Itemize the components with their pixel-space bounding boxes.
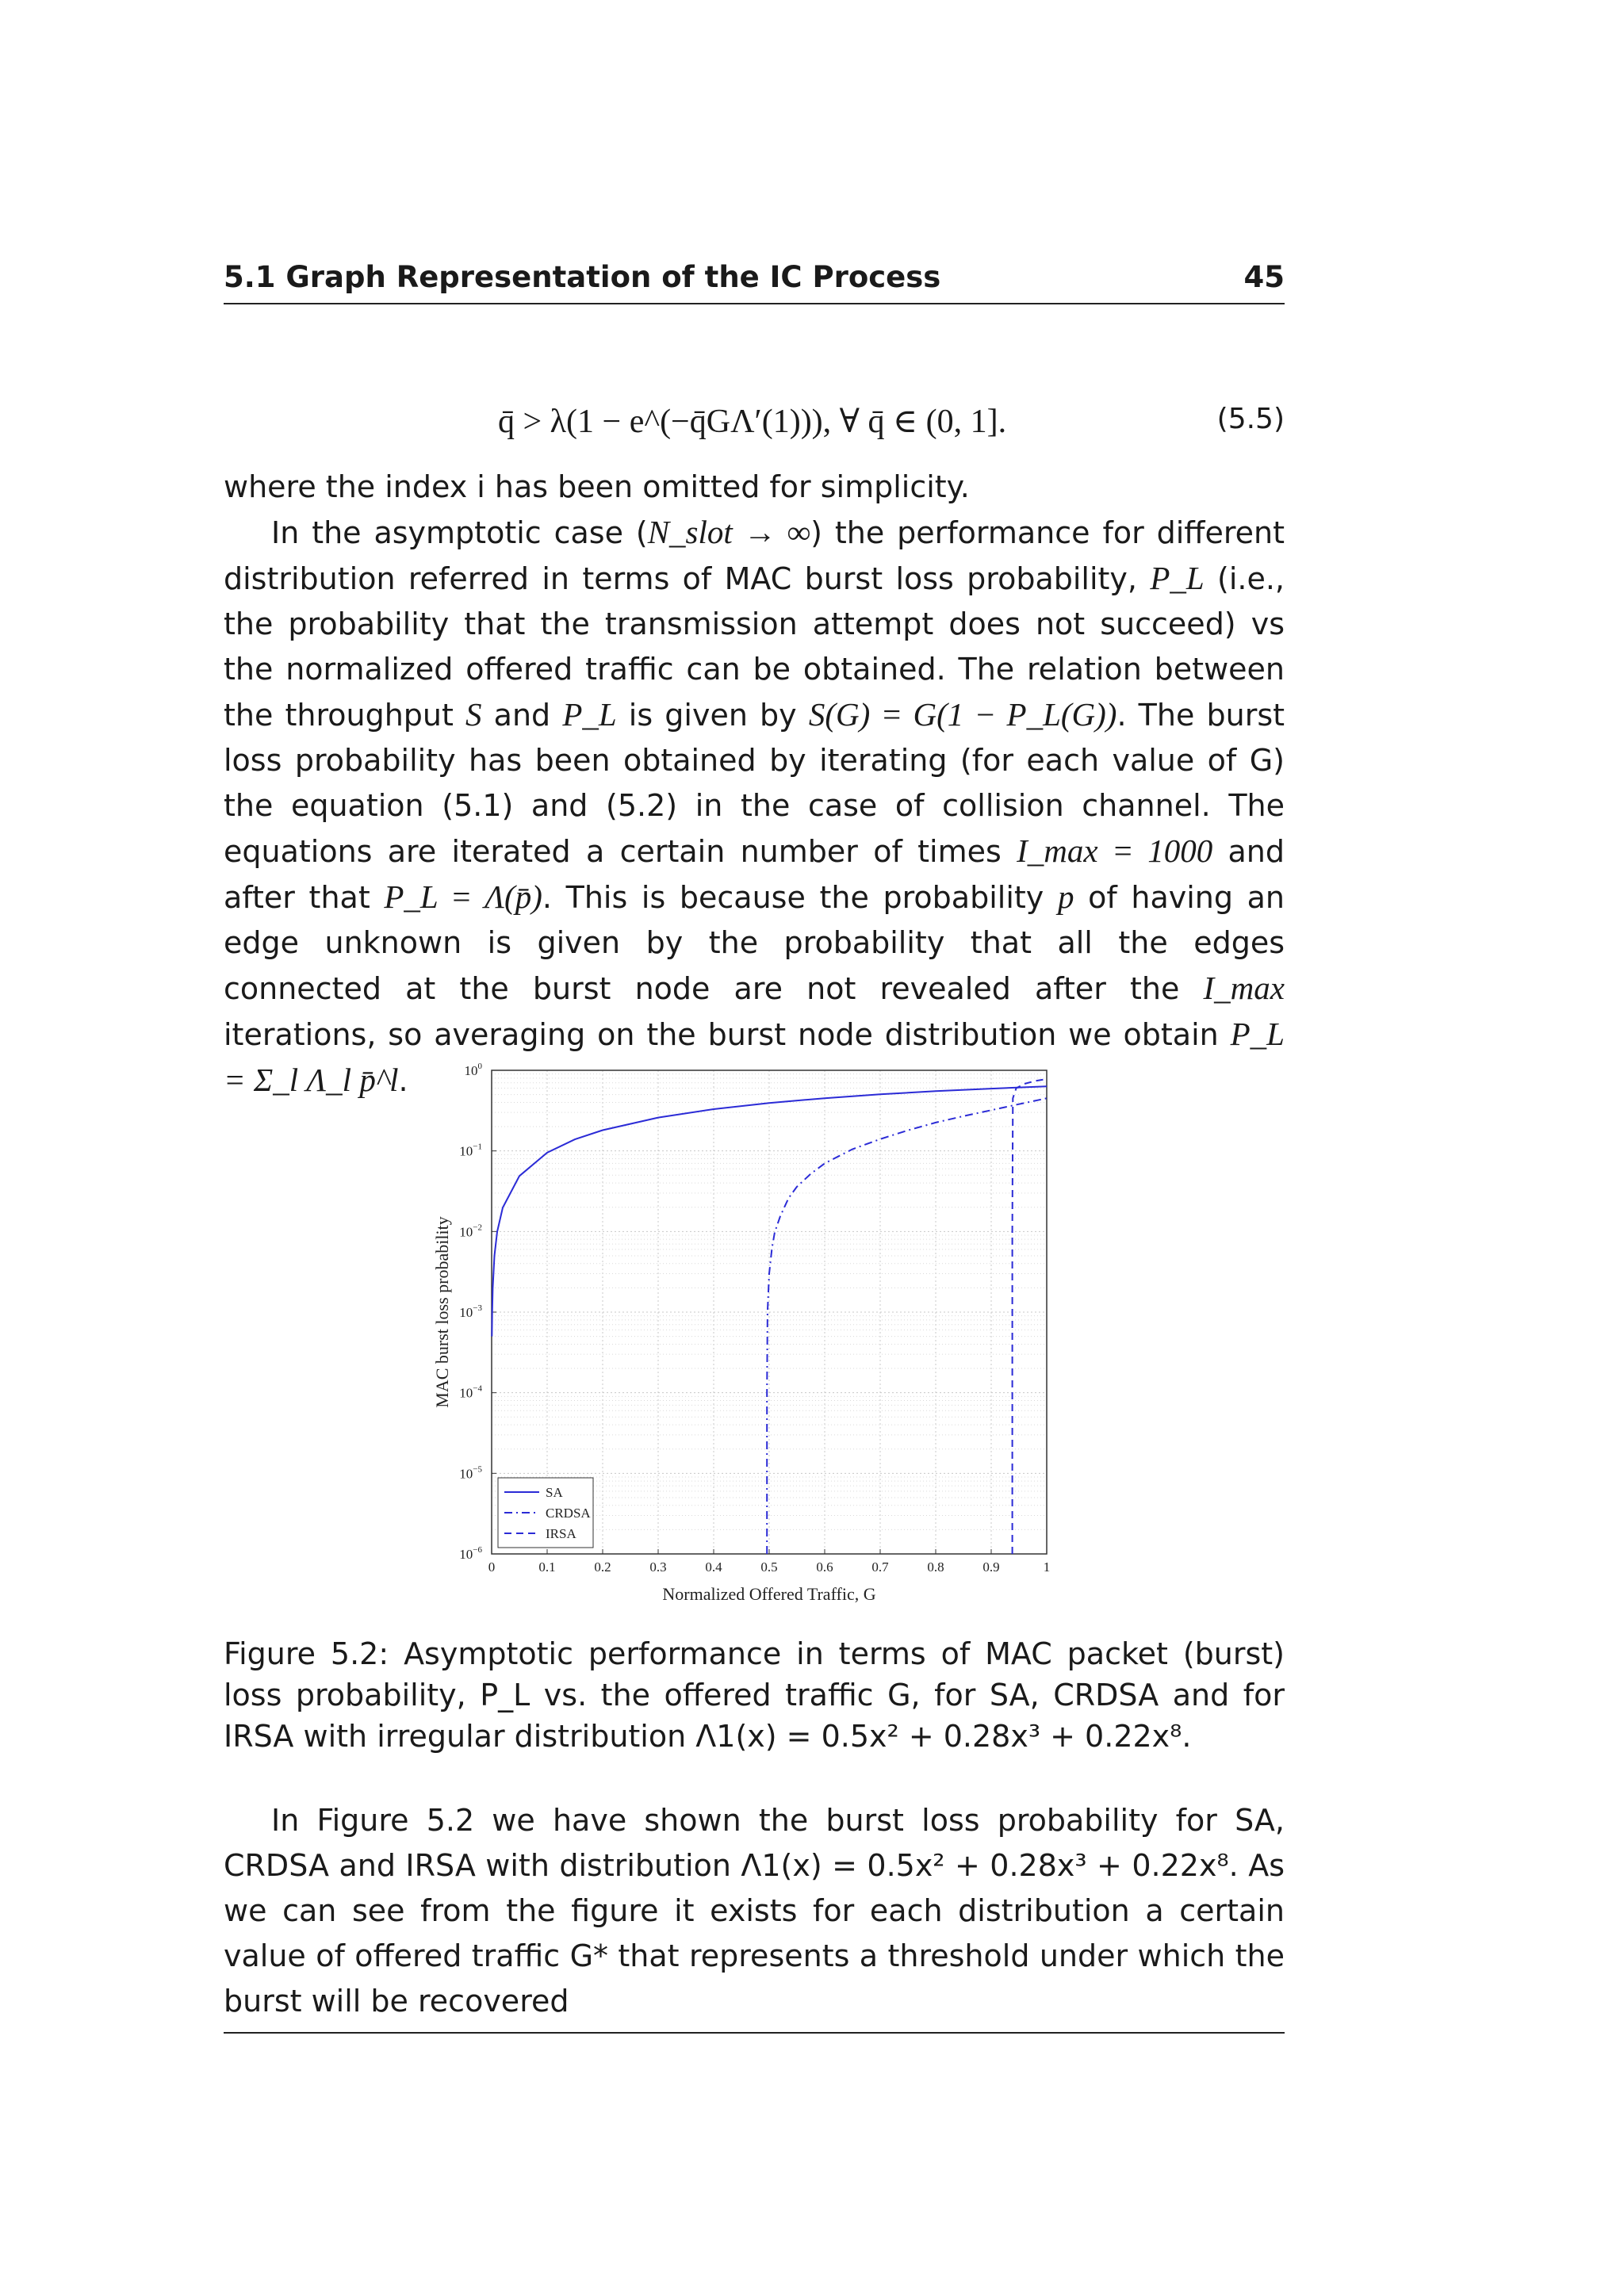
y-tick-label: $10^{-2}$ [459,1223,482,1240]
x-tick-label: 0.1 [538,1559,556,1575]
header-rule [224,303,1285,304]
y-tick-label: $10^{-4}$ [459,1383,482,1401]
x-tick-label: 0 [488,1559,496,1575]
y-axis-label: MAC burst loss probability [432,1216,452,1408]
x-tick-label: 0.5 [760,1559,778,1575]
footer-rule [224,2032,1285,2034]
x-tick-label: 0.6 [816,1559,833,1575]
caption-text: Asymptotic performance in terms of MAC packet (burst) loss probability, P_L vs. the offered traffic G, for SA, CRDSA and for IRSA with irregular distribution Λ1(x) = 0.5x² + 0.28x³ + 0.22x⁸. [224,1636,1285,1754]
figure-5-2 [428,1054,1055,1609]
paragraph-3: In Figure 5.2 we have shown the burst loss probability for SA, CRDSA and IRSA with distribution Λ1(x) = 0.5x² + 0.28x³ + 0.22x⁸. As we can see from the figure it exists for each distribution a certain value of offered traffic G* that represents a threshold under which the burst will be recovered [224,1803,1285,2019]
x-tick-label: 0.2 [594,1559,611,1575]
figure-caption [224,1633,1285,1757]
x-tick-label: 0.9 [982,1559,1000,1575]
equation-expression: q̄ > λ(1 − e^(−q̄GΛ′(1))), ∀ q̄ ∈ (0, 1]. [498,404,1007,440]
body-text-bottom [224,1798,1285,2024]
x-tick-label: 1 [1043,1559,1051,1575]
loss-probability-chart [428,1054,1055,1609]
x-tick-label: 0.4 [705,1559,722,1575]
y-tick-label: $10^{-1}$ [459,1142,482,1159]
y-tick-label: $10^{-5}$ [459,1464,482,1482]
x-tick-label: 0.3 [649,1559,667,1575]
y-tick-label: $10^{-6}$ [459,1545,482,1562]
series-sa-line [492,1086,1047,1336]
caption-label: Figure 5.2: [224,1636,389,1671]
legend-sa-label: SA [546,1485,563,1500]
running-header [224,260,1285,301]
legend-irsa-label: IRSA [546,1526,576,1541]
chart-legend [498,1478,593,1548]
body-text-top [224,465,1285,1104]
x-tick-label: 0.7 [871,1559,889,1575]
series-irsa-line [1013,1079,1047,1554]
equation-5-5 [224,401,1285,449]
legend-crdsa-label: CRDSA [546,1506,591,1521]
paragraph-2: In the asymptotic case (N_slot → ∞) the performance for different distribution referred in terms of MAC burst loss probability, P_L (i.e., the probability that the transmission attempt does not succeed) vs the normalized offered traffic can be obtained. The relation between the throughput S and P_L is given by S(G) = G(1 − P_L(G)). The burst loss probability has been obtained by iterating (for each value of G) the equation (5.1) and (5.2) in the case of collision channel. The equations are iterated a certain number of times I_max = 1000 and after that P_L = Λ(p̄). This is because the probability p of having an edge unknown is given by the probability that all the edges connected at the burst node are not revealed after the I_max iterations, so averaging on the burst node distribution we obtain P_L = Σ_l Λ_l p̄^l. [224,514,1285,1098]
y-tick-label: $10^0$ [464,1062,482,1078]
page-number: 45 [1243,260,1285,294]
x-tick-label: 0.8 [927,1559,944,1575]
paragraph-1: where the index i has been omitted for simplicity. [224,469,970,504]
equation-number: (5.5) [1216,403,1285,435]
y-tick-label: $10^{-3}$ [459,1303,482,1320]
section-title: 5.1 Graph Representation of the IC Process [224,260,941,294]
x-axis-label: Normalized Offered Traffic, G [662,1584,876,1604]
